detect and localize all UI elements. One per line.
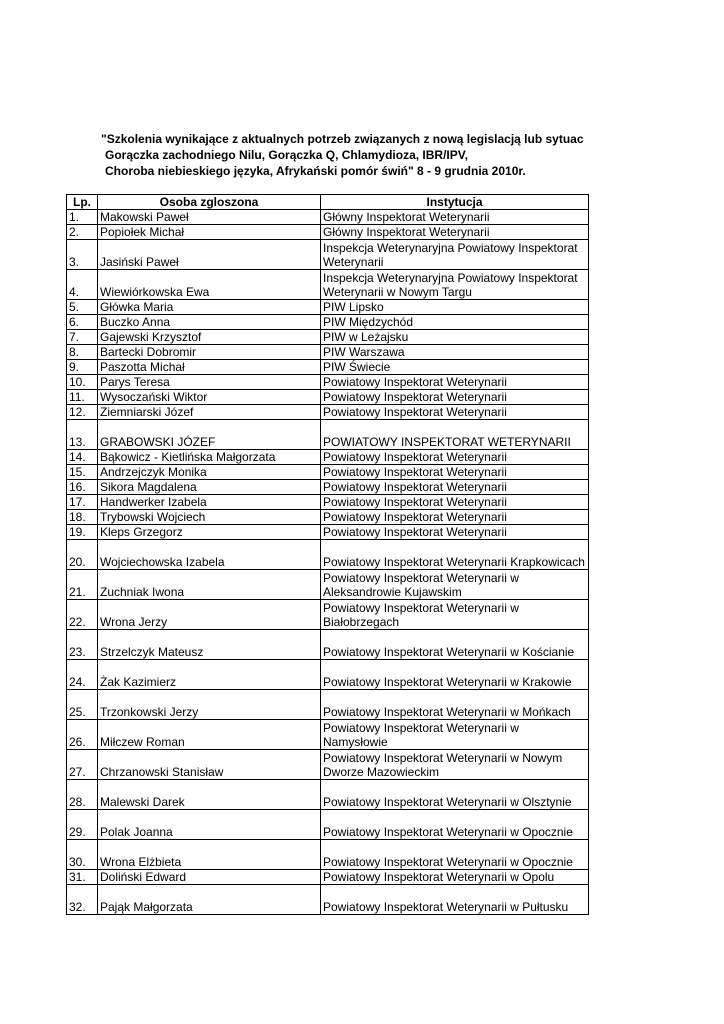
row-institution: POWIATOWY INSPEKTORAT WETERYNARII: [321, 420, 589, 450]
table-row: [67, 405, 589, 420]
row-institution: Powiatowy Inspektorat Weterynarii w Opocznie: [321, 810, 589, 840]
row-person-name: Malewski Darek: [98, 780, 321, 810]
row-institution: Inspekcja Weterynaryjna Powiatowy Inspektorat Weterynarii w Nowym Targu: [321, 270, 589, 300]
row-number: 3.: [67, 240, 98, 270]
row-person-name: Chrzanowski Stanisław: [98, 750, 321, 780]
row-institution: PIW Międzychód: [321, 315, 589, 330]
row-person-name: Paszotta Michał: [98, 360, 321, 375]
row-number: 1.: [67, 210, 98, 225]
row-institution: PIW w Leżajsku: [321, 330, 589, 345]
row-institution: Powiatowy Inspektorat Weterynarii w Białobrzegach: [321, 600, 589, 630]
table-row: [67, 390, 589, 405]
row-number: 24.: [67, 660, 98, 690]
row-institution: Powiatowy Inspektorat Weterynarii w Olsztynie: [321, 780, 589, 810]
row-institution: Powiatowy Inspektorat Weterynarii w Opocznie: [321, 840, 589, 870]
row-person-name: Wrona Jerzy: [98, 600, 321, 630]
table-row: [67, 885, 589, 915]
row-institution: Powiatowy Inspektorat Weterynarii Krapkowicach: [321, 540, 589, 570]
row-number: 15.: [67, 465, 98, 480]
table-row: [67, 210, 589, 225]
row-institution: Powiatowy Inspektorat Weterynarii: [321, 465, 589, 480]
table-row: [67, 630, 589, 660]
row-person-name: Jasiński Paweł: [98, 240, 321, 270]
row-person-name: Bąkowicz - Kietlińska Małgorzata: [98, 450, 321, 465]
row-number: 12.: [67, 405, 98, 420]
table-row: [67, 690, 589, 720]
row-person-name: Andrzejczyk Monika: [98, 465, 321, 480]
row-number: 11.: [67, 390, 98, 405]
row-number: 32.: [67, 885, 98, 915]
row-institution: Powiatowy Inspektorat Weterynarii w Opolu: [321, 870, 589, 885]
table-row: [67, 315, 589, 330]
row-institution: Powiatowy Inspektorat Weterynarii: [321, 405, 589, 420]
table-row: [67, 780, 589, 810]
row-institution: Powiatowy Inspektorat Weterynarii w Aleksandrowie Kujawskim: [321, 570, 589, 600]
row-person-name: Strzelczyk Mateusz: [98, 630, 321, 660]
table-row: [67, 750, 589, 780]
title-line-2: Gorączka zachodniego Nilu, Gorączka Q, Chlamydioza, IBR/IPV,: [105, 148, 468, 162]
table-row: [67, 300, 589, 315]
row-number: 23.: [67, 630, 98, 660]
row-institution: Powiatowy Inspektorat Weterynarii w Krakowie: [321, 660, 589, 690]
row-number: 19.: [67, 525, 98, 540]
row-number: 21.: [67, 570, 98, 600]
table-row: [67, 480, 589, 495]
row-person-name: Doliński Edward: [98, 870, 321, 885]
row-person-name: Wojciechowska Izabela: [98, 540, 321, 570]
table-row: [67, 420, 589, 450]
table-header-row: [67, 195, 589, 210]
row-person-name: Trybowski Wojciech: [98, 510, 321, 525]
table-row: [67, 870, 589, 885]
row-institution: Powiatowy Inspektorat Weterynarii: [321, 495, 589, 510]
row-number: 22.: [67, 600, 98, 630]
row-number: 17.: [67, 495, 98, 510]
header-person: Osoba zgloszona: [98, 195, 321, 210]
row-person-name: Gajewski Krzysztof: [98, 330, 321, 345]
row-person-name: Parys Teresa: [98, 375, 321, 390]
row-person-name: Trzonkowski Jerzy: [98, 690, 321, 720]
table-row: [67, 600, 589, 630]
table-row: [67, 225, 589, 240]
row-institution: PIW Świecie: [321, 360, 589, 375]
row-person-name: Zuchniak Iwona: [98, 570, 321, 600]
row-person-name: Buczko Anna: [98, 315, 321, 330]
row-number: 31.: [67, 870, 98, 885]
row-number: 29.: [67, 810, 98, 840]
table-row: [67, 510, 589, 525]
row-number: 6.: [67, 315, 98, 330]
row-person-name: Sikora Magdalena: [98, 480, 321, 495]
row-institution: Główny Inspektorat Weterynarii: [321, 225, 589, 240]
row-person-name: Popiołek Michał: [98, 225, 321, 240]
row-number: 13.: [67, 420, 98, 450]
row-number: 20.: [67, 540, 98, 570]
row-person-name: Kleps Grzegorz: [98, 525, 321, 540]
row-number: 5.: [67, 300, 98, 315]
row-number: 8.: [67, 345, 98, 360]
table-row: [67, 240, 589, 270]
row-institution: Powiatowy Inspektorat Weterynarii w Nowym Dworze Mazowieckim: [321, 750, 589, 780]
table-row: [67, 495, 589, 510]
table-row: [67, 375, 589, 390]
table-row: [67, 465, 589, 480]
row-institution: Powiatowy Inspektorat Weterynarii: [321, 375, 589, 390]
row-number: 28.: [67, 780, 98, 810]
row-person-name: Wrona Elżbieta: [98, 840, 321, 870]
row-institution: Powiatowy Inspektorat Weterynarii: [321, 480, 589, 495]
row-number: 16.: [67, 480, 98, 495]
table-row: [67, 270, 589, 300]
row-institution: Powiatowy Inspektorat Weterynarii: [321, 510, 589, 525]
row-number: 14.: [67, 450, 98, 465]
row-number: 9.: [67, 360, 98, 375]
row-institution: Powiatowy Inspektorat Weterynarii w Pułtusku: [321, 885, 589, 915]
row-person-name: Ziemniarski Józef: [98, 405, 321, 420]
row-number: 7.: [67, 330, 98, 345]
table-row: [67, 360, 589, 375]
table-row: [67, 540, 589, 570]
title-line-1: "Szkolenia wynikające z aktualnych potrzeb związanych z nową legislacją lub sytuac: [101, 132, 584, 146]
table-row: [67, 660, 589, 690]
row-number: 4.: [67, 270, 98, 300]
row-institution: Główny Inspektorat Weterynarii: [321, 210, 589, 225]
row-person-name: Pająk Małgorzata: [98, 885, 321, 915]
table-row: [67, 810, 589, 840]
row-number: 26.: [67, 720, 98, 750]
row-person-name: Polak Joanna: [98, 810, 321, 840]
row-institution: Powiatowy Inspektorat Weterynarii: [321, 390, 589, 405]
table-row: [67, 450, 589, 465]
header-lp: Lp.: [67, 195, 98, 210]
row-institution: Powiatowy Inspektorat Weterynarii w Kościanie: [321, 630, 589, 660]
table-row: [67, 570, 589, 600]
table-row: [67, 525, 589, 540]
row-institution: Powiatowy Inspektorat Weterynarii: [321, 525, 589, 540]
row-number: 27.: [67, 750, 98, 780]
row-institution: Powiatowy Inspektorat Weterynarii: [321, 450, 589, 465]
row-number: 10.: [67, 375, 98, 390]
participants-table: [66, 194, 589, 915]
row-person-name: Makowski Paweł: [98, 210, 321, 225]
row-person-name: Główka Maria: [98, 300, 321, 315]
table-row: [67, 720, 589, 750]
row-person-name: Handwerker Izabela: [98, 495, 321, 510]
row-number: 25.: [67, 690, 98, 720]
title-line-3: Choroba niebieskiego języka, Afrykański pomór świń" 8 - 9 grudnia 2010r.: [105, 164, 526, 178]
row-person-name: Żak Kazimierz: [98, 660, 321, 690]
row-institution: PIW Lipsko: [321, 300, 589, 315]
table-row: [67, 840, 589, 870]
row-number: 18.: [67, 510, 98, 525]
row-number: 30.: [67, 840, 98, 870]
row-institution: Inspekcja Weterynaryjna Powiatowy Inspektorat Weterynarii: [321, 240, 589, 270]
table-row: [67, 345, 589, 360]
document-title: [101, 131, 590, 179]
row-person-name: Miłczew Roman: [98, 720, 321, 750]
row-person-name: GRABOWSKI JÓZEF: [98, 420, 321, 450]
table-row: [67, 330, 589, 345]
row-institution: PIW Warszawa: [321, 345, 589, 360]
row-institution: Powiatowy Inspektorat Weterynarii w Mońkach: [321, 690, 589, 720]
row-person-name: Wiewiórkowska Ewa: [98, 270, 321, 300]
row-institution: Powiatowy Inspektorat Weterynarii w Namysłowie: [321, 720, 589, 750]
row-number: 2.: [67, 225, 98, 240]
header-institution: Instytucja: [321, 195, 589, 210]
row-person-name: Bartecki Dobromir: [98, 345, 321, 360]
row-person-name: Wysoczański Wiktor: [98, 390, 321, 405]
